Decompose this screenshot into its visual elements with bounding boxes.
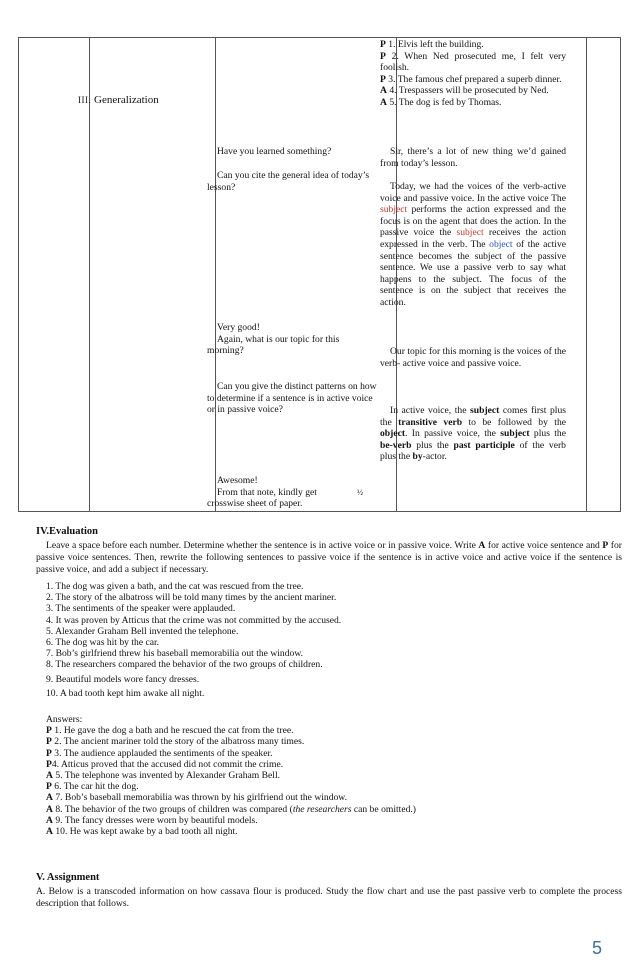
assignment-text: A. Below is a transcoded information on how cassava flour is produced. Study the flow chart and use the past passive verb to complete the process description that follows. (36, 886, 622, 909)
evaluation-items (46, 581, 606, 699)
list-item: 7. Bob’s girlfriend threw his baseball memorabilia out the window. (46, 648, 304, 660)
example-5: A 5. The dog is fed by Thomas. (380, 96, 502, 108)
section-title: Generalization (94, 94, 159, 106)
teacher-patterns: Can you give the distinct patterns on how to determine if a sentence is in active voice or in passive voice? (207, 381, 377, 416)
page-number: 5 (592, 938, 603, 958)
example-4: A 4. Trespassers will be prosecuted by Ned. (380, 85, 549, 97)
section-roman: III. (78, 95, 92, 105)
answer-3: P 3. The audience applauded the sentiments of the speaker. (46, 747, 273, 759)
answer-2: P 2. The ancient mariner told the story of the albatross many times. (46, 736, 305, 748)
answer-6: P 6. The car hit the dog. (46, 781, 139, 793)
column-divider (89, 38, 90, 511)
answer-8: A 8. The behavior of the two groups of children was compared (the researchers can be omitted.) (46, 803, 416, 815)
evaluation-instructions: Leave a space before each number. Determine whether the sentence is in active voice or in passive voice. Write A for active voice sentence and P for passive voice sentences. Then, rewrite the following sentences to passive voice if the sentence is in active voice and active voice if the sentence is passive voice, and add a subject if necessary. (36, 540, 622, 575)
subject-highlight: subject (456, 227, 484, 239)
generalization-label (78, 95, 208, 107)
answer-9: A 9. The fancy dresses were worn by beautiful models. (46, 814, 258, 826)
teacher-closing: Awesome! From that note, kindly get crosswise sheet of paper. (207, 475, 317, 510)
student-answer-2: Today, we had the voices of the verb-active voice and passive voice. In the active voice The subject performs the action expressed and the focus is on the agent that does the action. In the passive voice the subject receives the action expressed in the verb. The object of the active sentence becomes the subject of the passive sentence. We use a passive verb to say what happens to the subject. The focus of the sentence is on the subject that receives the action. (380, 181, 566, 308)
answer-4: P4. Atticus proved that the accused did not commit the crime. (46, 758, 284, 770)
example-3: P 3. The famous chef prepared a superb dinner. (380, 73, 562, 85)
teacher-question-1: Have you learned something? (217, 146, 332, 157)
teacher-verygood: Very good! Again, what is our topic for this morning? (207, 322, 340, 357)
object-highlight: object (489, 238, 513, 250)
example-1: P 1. Elvis left the building. (380, 39, 484, 50)
answer-7: A 7. Bob’s baseball memorabilia was thrown by his girlfriend out the window. (46, 792, 348, 804)
evaluation-heading: IV.Evaluation (36, 526, 98, 537)
student-examples (380, 39, 566, 109)
list-item: 2. The story of the albatross will be told many times by the ancient mariner. (46, 592, 337, 604)
student-patterns: In active voice, the subject comes first plus the transitive verb to be followed by the object. In passive voice, the subject plus the be-verb plus the past participle of the verb plus the by-actor. (380, 405, 566, 463)
answers-label: Answers: (46, 714, 83, 725)
list-item: 8. The researchers compared the behavior of the two groups of children. (46, 659, 323, 671)
assignment-heading: V. Assignment (36, 872, 100, 883)
subject-highlight: subject (380, 204, 408, 216)
student-answer-1: Sir, there’s a lot of new thing we’d gained from today’s lesson. (380, 146, 566, 169)
student-topic: Our topic for this morning is the voices of the verb- active voice and passive voice. (380, 346, 566, 369)
column-divider (215, 38, 216, 511)
list-item: 6. The dog was hit by the car. (46, 637, 160, 649)
list-item: 9. Beautiful models wore fancy dresses. (46, 673, 200, 685)
example-2: P 2. When Ned prosecuted me, I felt very foolish. (380, 50, 566, 74)
list-item: 5. Alexander Graham Bell invented the telephone. (46, 625, 239, 637)
answer-5: A 5. The telephone was invented by Alexander Graham Bell. (46, 770, 281, 782)
teacher-question-2: Can you cite the general idea of today’s lesson? (207, 170, 370, 193)
answers-block (46, 714, 606, 837)
list-item: 1. The dog was given a bath, and the cat was rescued from the tree. (46, 581, 304, 592)
list-item: 4. It was proven by Atticus that the crime was not committed by the accused. (46, 614, 342, 626)
answer-10: A 10. He was kept awake by a bad tooth all night. (46, 826, 238, 838)
list-item: 3. The sentiments of the speaker were applauded. (46, 603, 236, 615)
fraction-half: ½ (357, 488, 363, 497)
answer-1: P 1. He gave the dog a bath and he rescued the cat from the tree. (46, 725, 294, 737)
column-divider (586, 38, 587, 511)
list-item: 10. A bad tooth kept him awake all night. (46, 687, 205, 699)
